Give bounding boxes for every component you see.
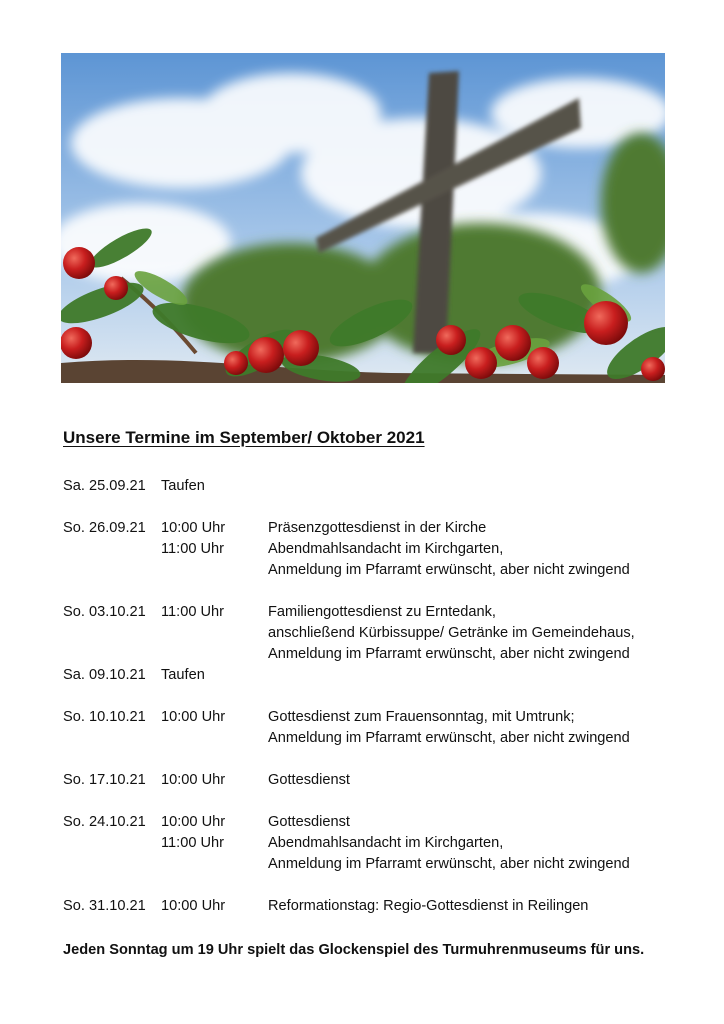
event-description: Taufen bbox=[161, 667, 205, 683]
event-description: Gottesdienst bbox=[268, 772, 350, 788]
event-description: Anmeldung im Pfarramt erwünscht, aber nicht zwingend bbox=[268, 646, 630, 662]
event-description: anschließend Kürbissuppe/ Getränke im Gemeindehaus, bbox=[268, 625, 635, 641]
event-date: So. 26.09.21 bbox=[63, 520, 146, 536]
event-time: 10:00 Uhr bbox=[161, 898, 226, 914]
event-description: Taufen bbox=[161, 478, 205, 494]
event-time: 11:00 Uhr bbox=[161, 541, 225, 557]
event-date: Sa. 25.09.21 bbox=[63, 478, 146, 494]
event-date: So. 31.10.21 bbox=[63, 898, 146, 914]
event-time: 10:00 Uhr bbox=[161, 772, 226, 788]
event-time: 11:00 Uhr bbox=[161, 835, 225, 851]
event-date: Sa. 09.10.21 bbox=[63, 667, 146, 683]
event-date: So. 03.10.21 bbox=[63, 604, 146, 620]
cross-and-berries-illustration bbox=[61, 53, 665, 383]
event-date: So. 10.10.21 bbox=[63, 709, 146, 725]
event-description: Reformationstag: Regio-Gottesdienst in Reilingen bbox=[268, 898, 589, 914]
event-description: Abendmahlsandacht im Kirchgarten, bbox=[268, 541, 504, 557]
event-time: 11:00 Uhr bbox=[161, 604, 225, 620]
event-date: So. 17.10.21 bbox=[63, 772, 146, 788]
event-date: So. 24.10.21 bbox=[63, 814, 146, 830]
event-description: Familiengottesdienst zu Erntedank, bbox=[268, 604, 496, 620]
event-description: Gottesdienst zum Frauensonntag, mit Umtrunk; bbox=[268, 709, 575, 725]
event-description: Anmeldung im Pfarramt erwünscht, aber nicht zwingend bbox=[268, 562, 630, 578]
event-time: 10:00 Uhr bbox=[161, 814, 226, 830]
event-description: Anmeldung im Pfarramt erwünscht, aber nicht zwingend bbox=[268, 856, 630, 872]
event-description: Abendmahlsandacht im Kirchgarten, bbox=[268, 835, 504, 851]
footer-note: Jeden Sonntag um 19 Uhr spielt das Glockenspiel des Turmuhrenmuseums für uns. bbox=[63, 942, 645, 958]
event-description: Präsenzgottesdienst in der Kirche bbox=[268, 520, 487, 536]
event-time: 10:00 Uhr bbox=[161, 709, 226, 725]
event-description: Anmeldung im Pfarramt erwünscht, aber nicht zwingend bbox=[268, 730, 630, 746]
page-title: Unsere Termine im September/ Oktober 2021 bbox=[63, 428, 425, 447]
header-photo bbox=[61, 53, 665, 383]
event-time: 10:00 Uhr bbox=[161, 520, 226, 536]
event-description: Gottesdienst bbox=[268, 814, 350, 830]
